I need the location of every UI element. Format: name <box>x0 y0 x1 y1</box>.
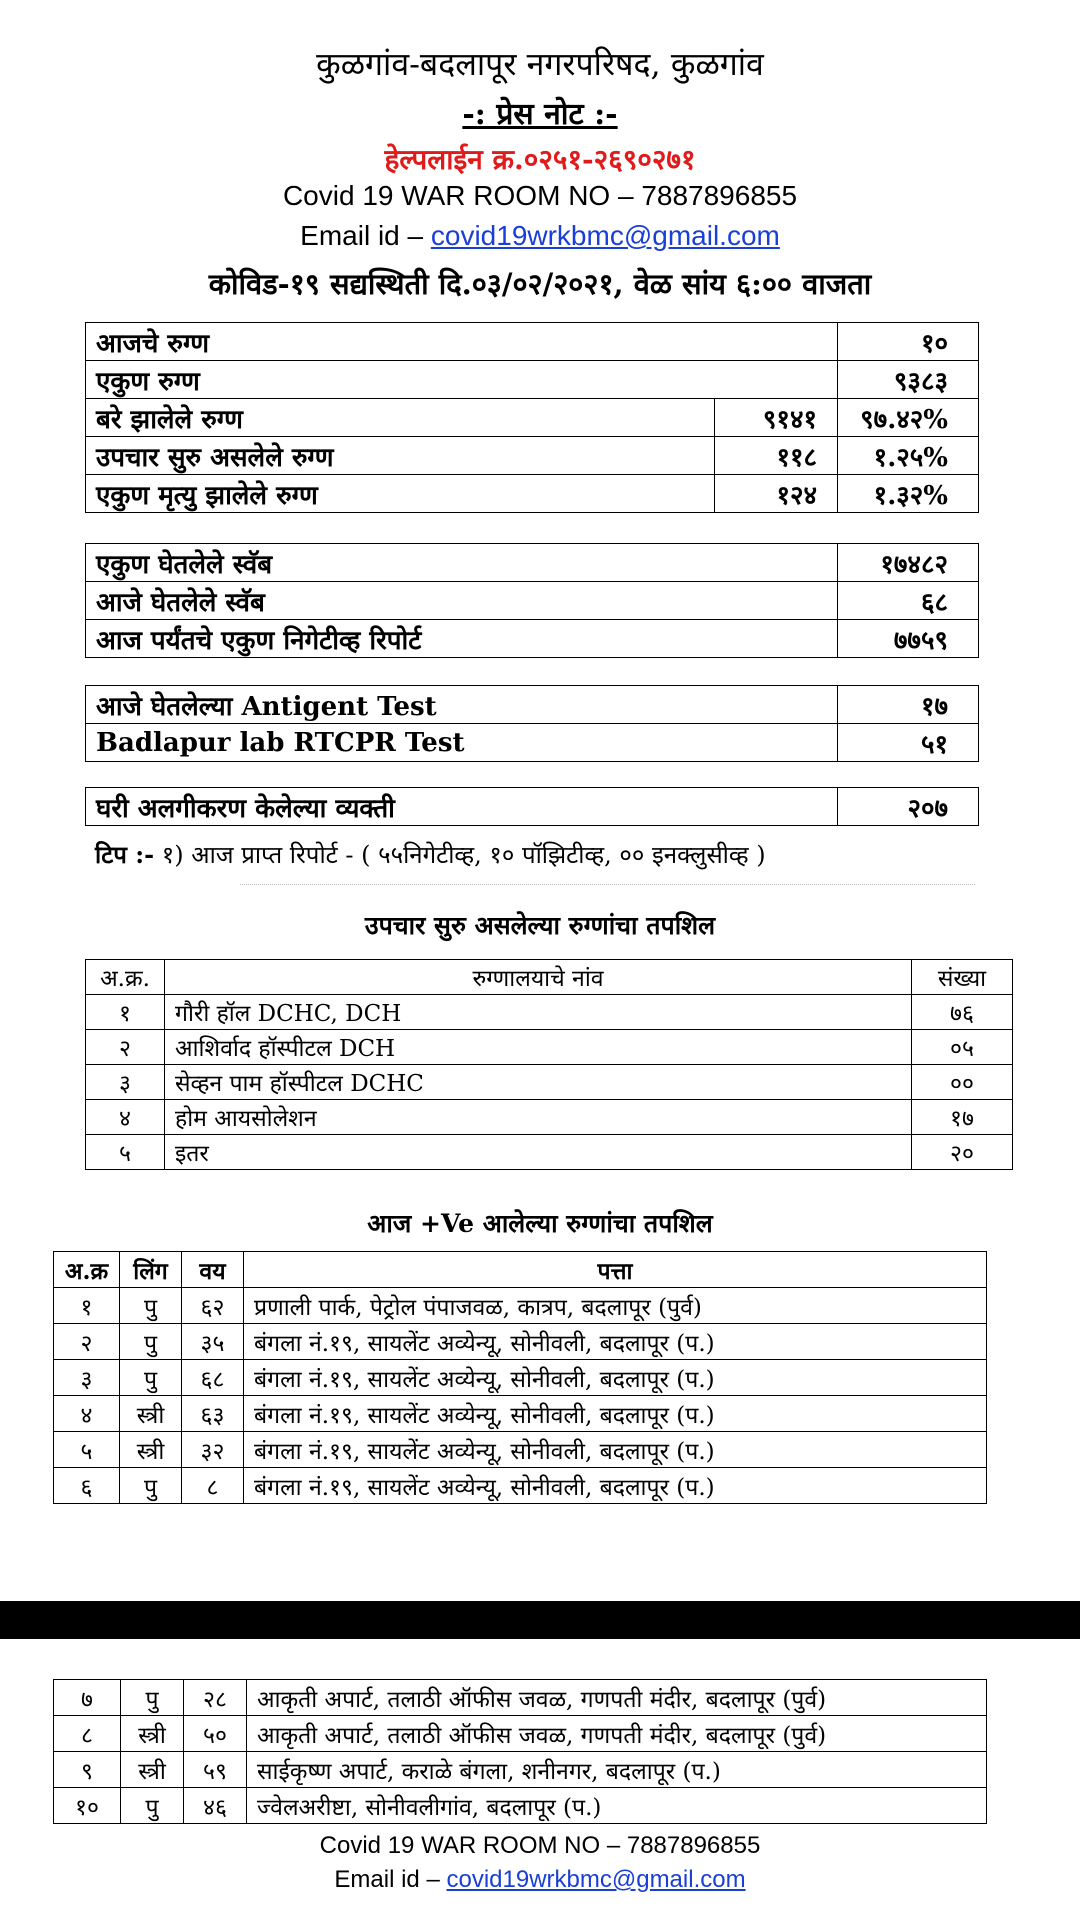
patient-address: प्रणाली पार्क, पेट्रोल पंपाजवळ, कात्रप, बदलापूर (पुर्व) <box>244 1288 987 1324</box>
patient-address: आकृती अपार्ट, तलाठी ऑफीस जवळ, गणपती मंदीर, बदलापूर (पुर्व) <box>247 1716 987 1752</box>
note-text: १) आज प्राप्त रिपोर्ट - ( ५५निगेटीव्ह, १० पॉझिटीव्ह, ०० इनक्लुसीव्ह ) <box>161 841 766 869</box>
table-header-row <box>54 1252 987 1288</box>
active-label: उपचार सुरु असलेले रुग्ण <box>86 437 715 475</box>
patient-address: ज्वेलअरीष्टा, सोनीवलीगांव, बदलापूर (प.) <box>247 1788 987 1824</box>
table-row <box>86 788 979 826</box>
note-line <box>95 838 766 871</box>
patient-age: ६३ <box>182 1396 244 1432</box>
patient-address: आकृती अपार्ट, तलाठी ऑफीस जवळ, गणपती मंदीर, बदलापूर (पुर्व) <box>247 1680 987 1716</box>
active-pct: १.२५% <box>838 437 979 475</box>
table-row <box>54 1288 987 1324</box>
col-address: पत्ता <box>244 1252 987 1288</box>
separator-line <box>240 884 975 885</box>
col-age: वय <box>182 1252 244 1288</box>
patient-sr: ८ <box>54 1716 121 1752</box>
patient-gender: पु <box>120 1468 182 1504</box>
table-row <box>86 686 979 724</box>
home-isolation-value: २०७ <box>838 788 979 826</box>
table-row <box>54 1716 987 1752</box>
table-row <box>54 1788 987 1824</box>
table-row <box>86 1100 1013 1135</box>
hospital-sr: १ <box>86 995 165 1030</box>
positive-section-title: आज +Ve आलेल्या रुग्णांचा तपशिल <box>367 1209 713 1238</box>
patient-age: ३२ <box>182 1432 244 1468</box>
recovered-label: बरे झालेले रुग्ण <box>86 399 715 437</box>
email-link[interactable]: covid19wrkbmc@gmail.com <box>430 220 780 251</box>
swab-table <box>85 543 979 658</box>
col-gender: लिंग <box>120 1252 182 1288</box>
total-cases-label: एकुण रुग्ण <box>86 361 838 399</box>
hospital-name: सेव्हन पाम हॉस्पीटल DCHC <box>165 1065 912 1100</box>
patient-address: बंगला नं.१९, सायलेंट अव्येन्यू, सोनीवली, बदलापूर (प.) <box>244 1468 987 1504</box>
hospital-count: ७६ <box>912 995 1013 1030</box>
patient-gender: स्त्री <box>120 1396 182 1432</box>
patient-gender: स्त्री <box>121 1752 184 1788</box>
table-row <box>54 1324 987 1360</box>
hospital-count: १७ <box>912 1100 1013 1135</box>
total-cases-value: ९३८३ <box>838 361 979 399</box>
hospital-count: २० <box>912 1135 1013 1170</box>
hospital-sr: ४ <box>86 1100 165 1135</box>
footer-email-link[interactable]: covid19wrkbmc@gmail.com <box>446 1866 746 1893</box>
today-swabs-value: ६८ <box>838 582 979 620</box>
hospital-section-title: उपचार सुरु असलेल्या रुग्णांचा तपशिल <box>364 911 716 940</box>
negative-reports-value: ७७५९ <box>838 620 979 658</box>
table-row <box>86 437 979 475</box>
patient-sr: १० <box>54 1788 121 1824</box>
note-prefix: टिप :- <box>95 840 155 869</box>
patient-sr: ६ <box>54 1468 120 1504</box>
patient-address: बंगला नं.१९, सायलेंट अव्येन्यू, सोनीवली, बदलापूर (प.) <box>244 1360 987 1396</box>
footer-email-prefix: Email id – <box>334 1866 447 1893</box>
table-header-row <box>86 960 1013 995</box>
patient-address: साईकृष्ण अपार्ट, कराळे बंगला, शनीनगर, बदलापूर (प.) <box>247 1752 987 1788</box>
patient-gender: पु <box>121 1788 184 1824</box>
page-break-bar <box>0 1601 1080 1639</box>
org-title: कुळगांव-बदलापूर नगरपरिषद, कुळगांव <box>316 45 764 83</box>
today-swabs-label: आजे घेतलेले स्वॅब <box>86 582 838 620</box>
press-note-heading: -: प्रेस नोट :- <box>462 97 618 132</box>
table-row <box>86 323 979 361</box>
war-room-number: Covid 19 WAR ROOM NO – 7887896855 <box>282 180 798 211</box>
footer-email-line <box>0 1866 1080 1894</box>
deaths-count: १२४ <box>715 475 838 513</box>
hospital-sr: ५ <box>86 1135 165 1170</box>
deaths-label: एकुण मृत्यु झालेले रुग्ण <box>86 475 715 513</box>
patient-gender: पु <box>121 1680 184 1716</box>
today-cases-label: आजचे रुग्ण <box>86 323 838 361</box>
patient-age: ४६ <box>184 1788 247 1824</box>
hospital-count: ०५ <box>912 1030 1013 1065</box>
total-swabs-value: १७४८२ <box>838 544 979 582</box>
patient-address: बंगला नं.१९, सायलेंट अव्येन्यू, सोनीवली, बदलापूर (प.) <box>244 1432 987 1468</box>
table-row <box>86 399 979 437</box>
status-title: कोविड-१९ सद्यस्थिती दि.०३/०२/२०२१, वेळ सांय ६:०० वाजता <box>208 267 872 301</box>
patient-sr: १ <box>54 1288 120 1324</box>
table-row <box>54 1468 987 1504</box>
home-isolation-label: घरी अलगीकरण केलेल्या व्यक्ती <box>86 788 838 826</box>
patient-gender: स्त्री <box>120 1432 182 1468</box>
hospital-count: ०० <box>912 1065 1013 1100</box>
col-hospital-name: रुग्णालयाचे नांव <box>165 960 912 995</box>
table-row <box>86 544 979 582</box>
patient-age: ३५ <box>182 1324 244 1360</box>
tests-table <box>85 685 979 762</box>
col-count: संख्या <box>912 960 1013 995</box>
helpline-number: हेल्पलाईन क्र.०२५१-२६९०२७१ <box>384 143 696 176</box>
table-row <box>86 475 979 513</box>
patient-sr: ७ <box>54 1680 121 1716</box>
antigen-test-label: आजे घेतलेल्या Antigent Test <box>86 686 838 724</box>
patient-age: ६८ <box>182 1360 244 1396</box>
active-count: ११८ <box>715 437 838 475</box>
table-row <box>86 1135 1013 1170</box>
hospital-sr: ३ <box>86 1065 165 1100</box>
patient-address: बंगला नं.१९, सायलेंट अव्येन्यू, सोनीवली, बदलापूर (प.) <box>244 1396 987 1432</box>
isolation-table <box>85 787 979 826</box>
hospital-table <box>85 959 1013 1170</box>
positive-table-1 <box>53 1251 987 1504</box>
deaths-pct: १.३२% <box>838 475 979 513</box>
patient-age: ६२ <box>182 1288 244 1324</box>
patient-address: बंगला नं.१९, सायलेंट अव्येन्यू, सोनीवली, बदलापूर (प.) <box>244 1324 987 1360</box>
rtcpr-test-value: ५१ <box>838 724 979 762</box>
patient-age: २८ <box>184 1680 247 1716</box>
col-sr: अ.क्र. <box>86 960 165 995</box>
table-row <box>86 582 979 620</box>
table-row <box>86 1065 1013 1100</box>
today-cases-value: १० <box>838 323 979 361</box>
patient-age: ५० <box>184 1716 247 1752</box>
hospital-name: गौरी हॉल DCHC, DCH <box>165 995 912 1030</box>
negative-reports-label: आज पर्यंतचे एकुण निगेटीव्ह रिपोर्ट <box>86 620 838 658</box>
table-row <box>86 724 979 762</box>
col-sr: अ.क्र <box>54 1252 120 1288</box>
email-prefix: Email id – <box>300 220 431 251</box>
patient-sr: २ <box>54 1324 120 1360</box>
patient-sr: ३ <box>54 1360 120 1396</box>
total-swabs-label: एकुण घेतलेले स्वॅब <box>86 544 838 582</box>
recovered-pct: ९७.४२% <box>838 399 979 437</box>
hospital-name: होम आयसोलेशन <box>165 1100 912 1135</box>
summary-table <box>85 322 979 513</box>
patient-sr: ४ <box>54 1396 120 1432</box>
antigen-test-value: १७ <box>838 686 979 724</box>
patient-age: ५९ <box>184 1752 247 1788</box>
table-row <box>86 995 1013 1030</box>
patient-gender: पु <box>120 1360 182 1396</box>
hospital-name: इतर <box>165 1135 912 1170</box>
patient-sr: ५ <box>54 1432 120 1468</box>
table-row <box>54 1432 987 1468</box>
rtcpr-test-label: Badlapur lab RTCPR Test <box>86 724 838 762</box>
table-row <box>54 1360 987 1396</box>
patient-age: ८ <box>182 1468 244 1504</box>
patient-gender: पु <box>120 1324 182 1360</box>
table-row <box>54 1752 987 1788</box>
patient-gender: पु <box>120 1288 182 1324</box>
table-row <box>54 1680 987 1716</box>
hospital-name: आशिर्वाद हॉस्पीटल DCH <box>165 1030 912 1065</box>
table-row <box>86 361 979 399</box>
hospital-sr: २ <box>86 1030 165 1065</box>
recovered-count: ९१४१ <box>715 399 838 437</box>
positive-table-2 <box>53 1679 987 1824</box>
patient-gender: स्त्री <box>121 1716 184 1752</box>
footer-war-room: Covid 19 WAR ROOM NO – 7887896855 <box>319 1832 761 1859</box>
table-row <box>54 1396 987 1432</box>
patient-sr: ९ <box>54 1752 121 1788</box>
table-row <box>86 1030 1013 1065</box>
table-row <box>86 620 979 658</box>
email-line <box>0 220 1080 252</box>
